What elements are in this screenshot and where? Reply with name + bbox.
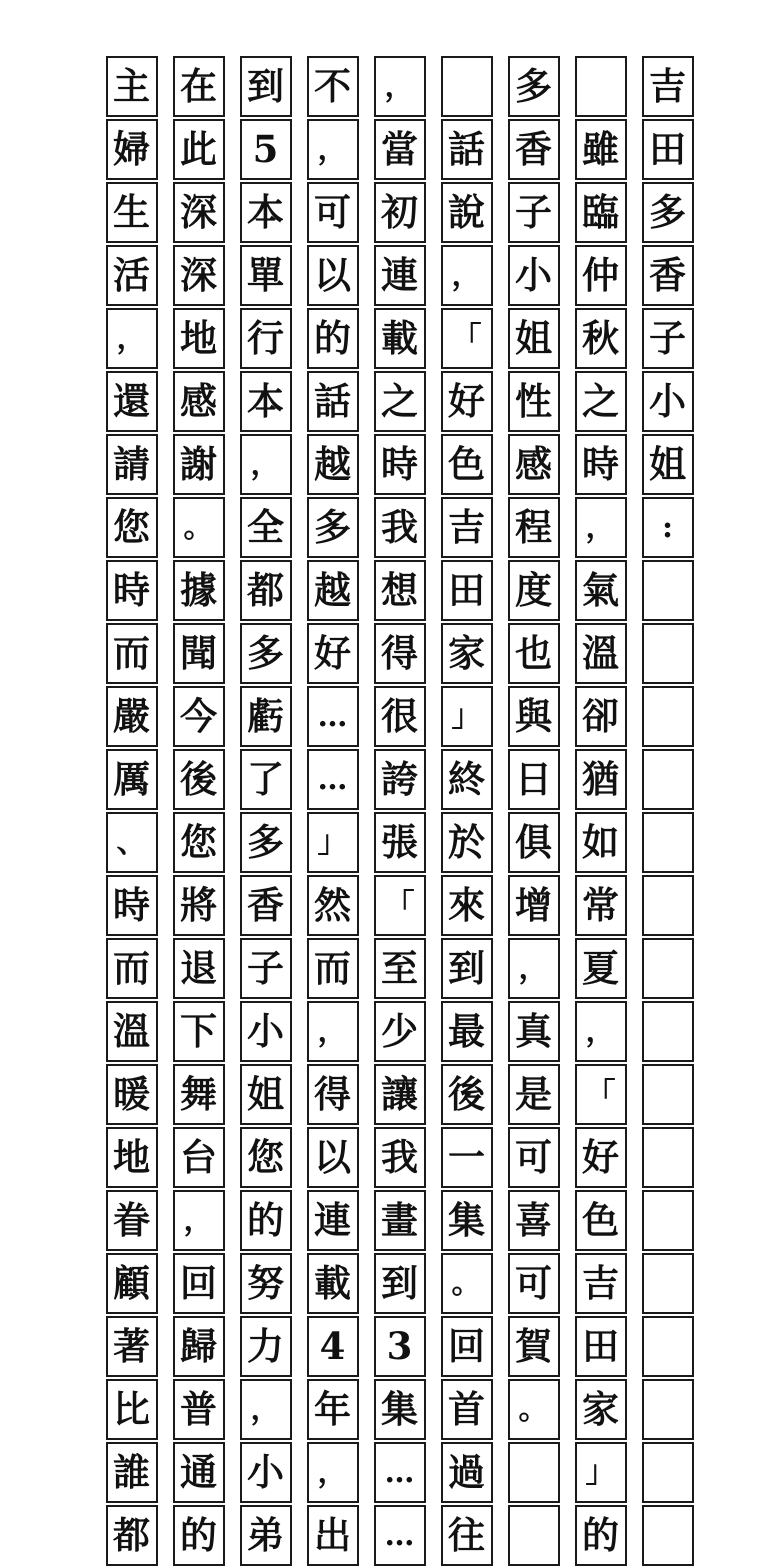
text-cell: 地 bbox=[106, 1127, 158, 1188]
text-cell: 一 bbox=[441, 1127, 493, 1188]
text-cell: 好 bbox=[307, 623, 359, 684]
text-cell: … bbox=[374, 1505, 426, 1566]
text-cell: 之 bbox=[575, 371, 627, 432]
text-cell: ， bbox=[106, 308, 158, 369]
text-cell: ， bbox=[441, 245, 493, 306]
text-cell: 初 bbox=[374, 182, 426, 243]
text-cell: 程 bbox=[508, 497, 560, 558]
text-cell: ， bbox=[240, 1379, 292, 1440]
text-cell: 猶 bbox=[575, 749, 627, 810]
text-cell: 話 bbox=[441, 119, 493, 180]
text-cell: 比 bbox=[106, 1379, 158, 1440]
text-cell: 最 bbox=[441, 1001, 493, 1062]
text-cell-empty bbox=[642, 938, 694, 999]
text-cell: 下 bbox=[173, 1001, 225, 1062]
text-cell: 吉 bbox=[441, 497, 493, 558]
text-cell: 台 bbox=[173, 1127, 225, 1188]
text-cell: 。 bbox=[441, 1253, 493, 1314]
text-cell: 的 bbox=[173, 1505, 225, 1566]
text-cell: 夏 bbox=[575, 938, 627, 999]
text-cell: 舞 bbox=[173, 1064, 225, 1125]
text-cell: 俱 bbox=[508, 812, 560, 873]
text-cell: ， bbox=[307, 1001, 359, 1062]
text-cell: 仲 bbox=[575, 245, 627, 306]
text-cell: 回 bbox=[173, 1253, 225, 1314]
text-cell: … bbox=[374, 1442, 426, 1503]
text-cell: 越 bbox=[307, 434, 359, 495]
text-column bbox=[369, 56, 430, 1568]
text-cell: 子 bbox=[240, 938, 292, 999]
text-cell: 誇 bbox=[374, 749, 426, 810]
text-cell: 厲 bbox=[106, 749, 158, 810]
text-cell: 度 bbox=[508, 560, 560, 621]
text-cell: 姐 bbox=[240, 1064, 292, 1125]
text-cell: 連 bbox=[374, 245, 426, 306]
text-cell: 喜 bbox=[508, 1190, 560, 1251]
text-cell: 」 bbox=[307, 812, 359, 873]
text-cell-empty bbox=[642, 1316, 694, 1377]
text-column bbox=[101, 56, 162, 1568]
text-cell: 感 bbox=[173, 371, 225, 432]
text-cell-empty bbox=[575, 56, 627, 117]
text-cell: 卻 bbox=[575, 686, 627, 747]
text-cell: 氣 bbox=[575, 560, 627, 621]
text-cell: 「 bbox=[374, 875, 426, 936]
text-cell: 聞 bbox=[173, 623, 225, 684]
text-cell: 時 bbox=[575, 434, 627, 495]
text-cell: 回 bbox=[441, 1316, 493, 1377]
text-cell: 生 bbox=[106, 182, 158, 243]
text-cell: 話 bbox=[307, 371, 359, 432]
text-cell: 單 bbox=[240, 245, 292, 306]
text-cell: 都 bbox=[106, 1505, 158, 1566]
text-cell: 子 bbox=[508, 182, 560, 243]
text-cell: 還 bbox=[106, 371, 158, 432]
text-cell: 時 bbox=[106, 875, 158, 936]
text-cell: : bbox=[642, 497, 694, 558]
text-cell: 溫 bbox=[106, 1001, 158, 1062]
text-cell-empty bbox=[508, 1505, 560, 1566]
text-cell: 3 bbox=[374, 1316, 426, 1377]
text-cell: 香 bbox=[240, 875, 292, 936]
text-cell: 多 bbox=[240, 812, 292, 873]
text-cell: 」 bbox=[575, 1442, 627, 1503]
text-cell: 本 bbox=[240, 371, 292, 432]
text-cell: 婦 bbox=[106, 119, 158, 180]
text-cell: 連 bbox=[307, 1190, 359, 1251]
text-cell: 可 bbox=[508, 1253, 560, 1314]
text-column bbox=[436, 56, 497, 1568]
text-cell: 」 bbox=[441, 686, 493, 747]
text-cell: 全 bbox=[240, 497, 292, 558]
text-cell: 性 bbox=[508, 371, 560, 432]
text-cell: 了 bbox=[240, 749, 292, 810]
text-cell: 後 bbox=[173, 749, 225, 810]
text-cell: 地 bbox=[173, 308, 225, 369]
text-cell: 您 bbox=[106, 497, 158, 558]
text-cell: 弟 bbox=[240, 1505, 292, 1566]
text-cell: 通 bbox=[173, 1442, 225, 1503]
text-cell-empty bbox=[642, 1379, 694, 1440]
text-cell: 臨 bbox=[575, 182, 627, 243]
text-cell: 載 bbox=[307, 1253, 359, 1314]
text-cell-empty bbox=[508, 1442, 560, 1503]
text-cell: 將 bbox=[173, 875, 225, 936]
text-cell: 吉 bbox=[575, 1253, 627, 1314]
text-cell-empty bbox=[642, 875, 694, 936]
text-cell: 著 bbox=[106, 1316, 158, 1377]
text-cell: 當 bbox=[374, 119, 426, 180]
text-cell: 「 bbox=[575, 1064, 627, 1125]
text-cell: 到 bbox=[374, 1253, 426, 1314]
text-cell-empty bbox=[642, 1127, 694, 1188]
text-cell-empty bbox=[642, 1064, 694, 1125]
text-cell: 吉 bbox=[642, 56, 694, 117]
text-cell-empty bbox=[642, 749, 694, 810]
text-cell: 如 bbox=[575, 812, 627, 873]
text-cell: 好 bbox=[441, 371, 493, 432]
text-cell: 田 bbox=[575, 1316, 627, 1377]
text-cell: 很 bbox=[374, 686, 426, 747]
text-cell: 好 bbox=[575, 1127, 627, 1188]
text-cell: 少 bbox=[374, 1001, 426, 1062]
text-cell: 色 bbox=[441, 434, 493, 495]
text-cell: 努 bbox=[240, 1253, 292, 1314]
text-cell: 至 bbox=[374, 938, 426, 999]
text-cell: 我 bbox=[374, 1127, 426, 1188]
text-column bbox=[570, 56, 631, 1568]
text-column bbox=[235, 56, 296, 1568]
text-column bbox=[637, 56, 698, 1568]
text-column bbox=[302, 56, 363, 1568]
text-cell: 的 bbox=[240, 1190, 292, 1251]
text-cell: 越 bbox=[307, 560, 359, 621]
text-cell: 增 bbox=[508, 875, 560, 936]
text-cell: 不 bbox=[307, 56, 359, 117]
text-cell-empty bbox=[642, 1253, 694, 1314]
text-cell: 於 bbox=[441, 812, 493, 873]
text-cell: 的 bbox=[575, 1505, 627, 1566]
text-cell: 深 bbox=[173, 245, 225, 306]
text-cell: 5 bbox=[240, 119, 292, 180]
text-cell: 過 bbox=[441, 1442, 493, 1503]
text-column bbox=[503, 56, 564, 1568]
text-cell: 。 bbox=[508, 1379, 560, 1440]
text-cell: 可 bbox=[508, 1127, 560, 1188]
text-cell: 出 bbox=[307, 1505, 359, 1566]
text-cell: ， bbox=[307, 1442, 359, 1503]
text-cell: ， bbox=[307, 119, 359, 180]
text-cell: 得 bbox=[307, 1064, 359, 1125]
text-cell: 到 bbox=[441, 938, 493, 999]
text-cell: 多 bbox=[240, 623, 292, 684]
text-cell: 您 bbox=[240, 1127, 292, 1188]
text-cell: 畫 bbox=[374, 1190, 426, 1251]
text-cell: 子 bbox=[642, 308, 694, 369]
text-cell: 常 bbox=[575, 875, 627, 936]
text-cell: 力 bbox=[240, 1316, 292, 1377]
text-cell: 想 bbox=[374, 560, 426, 621]
text-cell: 往 bbox=[441, 1505, 493, 1566]
text-cell-empty bbox=[642, 560, 694, 621]
text-cell: 多 bbox=[642, 182, 694, 243]
text-cell: 嚴 bbox=[106, 686, 158, 747]
text-cell: 時 bbox=[106, 560, 158, 621]
text-cell: 顧 bbox=[106, 1253, 158, 1314]
text-cell: 「 bbox=[441, 308, 493, 369]
text-cell: 今 bbox=[173, 686, 225, 747]
text-cell: 田 bbox=[642, 119, 694, 180]
text-cell: ， bbox=[173, 1190, 225, 1251]
text-cell: 。 bbox=[173, 497, 225, 558]
text-cell: 小 bbox=[508, 245, 560, 306]
text-cell: 與 bbox=[508, 686, 560, 747]
text-cell: 的 bbox=[307, 308, 359, 369]
text-cell: … bbox=[307, 749, 359, 810]
text-cell: 本 bbox=[240, 182, 292, 243]
text-cell: 感 bbox=[508, 434, 560, 495]
text-cell: 都 bbox=[240, 560, 292, 621]
text-cell: 是 bbox=[508, 1064, 560, 1125]
text-column bbox=[168, 56, 229, 1568]
text-cell: 虧 bbox=[240, 686, 292, 747]
text-cell: 香 bbox=[642, 245, 694, 306]
text-cell: ， bbox=[575, 497, 627, 558]
text-cell: 田 bbox=[441, 560, 493, 621]
text-cell: 後 bbox=[441, 1064, 493, 1125]
text-cell: 到 bbox=[240, 56, 292, 117]
text-cell: 說 bbox=[441, 182, 493, 243]
text-cell: 溫 bbox=[575, 623, 627, 684]
text-cell: 時 bbox=[374, 434, 426, 495]
text-cell: 年 bbox=[307, 1379, 359, 1440]
text-cell: 色 bbox=[575, 1190, 627, 1251]
text-cell: 眷 bbox=[106, 1190, 158, 1251]
text-cell-empty bbox=[642, 1505, 694, 1566]
text-cell: ， bbox=[240, 434, 292, 495]
text-cell: 香 bbox=[508, 119, 560, 180]
text-cell: 之 bbox=[374, 371, 426, 432]
text-cell: 首 bbox=[441, 1379, 493, 1440]
text-cell: 而 bbox=[307, 938, 359, 999]
text-cell: 家 bbox=[575, 1379, 627, 1440]
text-cell-empty bbox=[642, 1442, 694, 1503]
text-cell: 小 bbox=[642, 371, 694, 432]
text-cell: 活 bbox=[106, 245, 158, 306]
text-cell: 張 bbox=[374, 812, 426, 873]
text-cell-empty bbox=[642, 1001, 694, 1062]
text-cell: 秋 bbox=[575, 308, 627, 369]
text-cell: 此 bbox=[173, 119, 225, 180]
text-cell: ， bbox=[575, 1001, 627, 1062]
text-cell: 行 bbox=[240, 308, 292, 369]
text-cell: ， bbox=[374, 56, 426, 117]
text-cell: 小 bbox=[240, 1442, 292, 1503]
text-cell: 主 bbox=[106, 56, 158, 117]
text-cell: 多 bbox=[508, 56, 560, 117]
text-cell-empty bbox=[642, 812, 694, 873]
text-cell: 然 bbox=[307, 875, 359, 936]
text-cell: ， bbox=[508, 938, 560, 999]
text-cell: 我 bbox=[374, 497, 426, 558]
text-cell: 集 bbox=[374, 1379, 426, 1440]
text-cell-empty bbox=[642, 623, 694, 684]
text-cell: 姐 bbox=[642, 434, 694, 495]
text-cell: 普 bbox=[173, 1379, 225, 1440]
text-cell-empty bbox=[441, 56, 493, 117]
text-cell: 小 bbox=[240, 1001, 292, 1062]
text-cell: 雖 bbox=[575, 119, 627, 180]
text-cell: 真 bbox=[508, 1001, 560, 1062]
text-cell: 歸 bbox=[173, 1316, 225, 1377]
text-cell: 也 bbox=[508, 623, 560, 684]
text-cell: 您 bbox=[173, 812, 225, 873]
text-cell: 謝 bbox=[173, 434, 225, 495]
text-cell: 賀 bbox=[508, 1316, 560, 1377]
text-cell: 載 bbox=[374, 308, 426, 369]
text-cell: 暖 bbox=[106, 1064, 158, 1125]
text-cell: 退 bbox=[173, 938, 225, 999]
text-cell: 可 bbox=[307, 182, 359, 243]
text-cell: 在 bbox=[173, 56, 225, 117]
text-cell: 請 bbox=[106, 434, 158, 495]
text-cell: 得 bbox=[374, 623, 426, 684]
text-cell: 、 bbox=[106, 812, 158, 873]
text-cell-empty bbox=[642, 686, 694, 747]
text-cell: 4 bbox=[307, 1316, 359, 1377]
text-cell: 集 bbox=[441, 1190, 493, 1251]
text-cell: 終 bbox=[441, 749, 493, 810]
text-cell: 日 bbox=[508, 749, 560, 810]
text-cell: 而 bbox=[106, 938, 158, 999]
text-cell: 姐 bbox=[508, 308, 560, 369]
text-cell: 而 bbox=[106, 623, 158, 684]
text-cell: 來 bbox=[441, 875, 493, 936]
text-cell-empty bbox=[642, 1190, 694, 1251]
vertical-text-columns bbox=[88, 56, 698, 1557]
text-cell: 誰 bbox=[106, 1442, 158, 1503]
text-cell: … bbox=[307, 686, 359, 747]
text-cell: 家 bbox=[441, 623, 493, 684]
text-cell: 以 bbox=[307, 1127, 359, 1188]
text-cell: 讓 bbox=[374, 1064, 426, 1125]
text-cell: 深 bbox=[173, 182, 225, 243]
text-cell: 以 bbox=[307, 245, 359, 306]
text-cell: 據 bbox=[173, 560, 225, 621]
text-cell: 多 bbox=[307, 497, 359, 558]
